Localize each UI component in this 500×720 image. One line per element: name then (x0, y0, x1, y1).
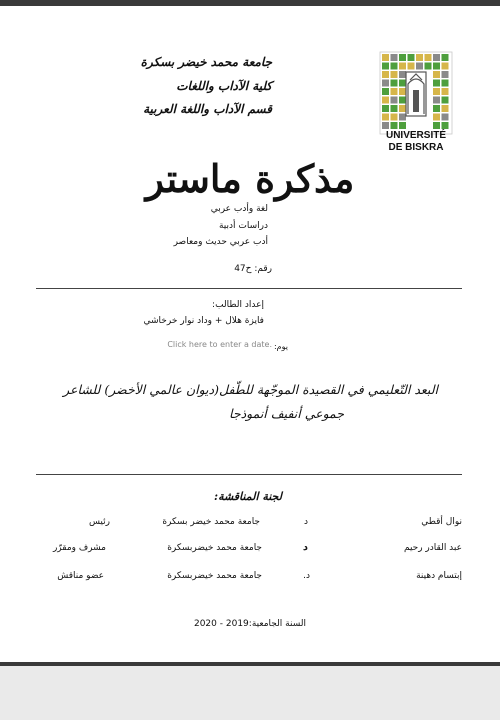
thesis-title-line1: البعد التّعليمي في القصيدة الموجّهة للطّفل(ديوان عالمي الأخضر) للشاعر (63, 382, 438, 397)
logo-mosaic-tile (382, 71, 389, 78)
jury-member-name: عبد القادر رحيم (403, 543, 462, 553)
specialization-name: أدب عربي حديث ومعاصر (173, 237, 268, 247)
student-names: فايزة هلال + وداد نوار خرخاشي (143, 316, 264, 326)
logo-mosaic-tile (399, 88, 406, 95)
logo-mosaic-tile (433, 105, 440, 112)
logo-mosaic-tile (433, 63, 440, 70)
logo-mosaic-tile (382, 54, 389, 61)
jury-member-role: عضو مناقش (57, 571, 104, 581)
divider-top (36, 288, 462, 289)
jury-member-institution: جامعة محمد خيضر بسكرة (162, 517, 260, 527)
faculty-name: كلية الآداب واللغات (176, 79, 272, 93)
logo-mosaic-tile (433, 71, 440, 78)
jury-member-institution: جامعة محمد خيضربسكرة (167, 543, 262, 553)
logo-mosaic-tile (399, 63, 406, 70)
logo-mosaic-tile (433, 80, 440, 87)
department-name: قسم الآداب واللغة العربية (143, 102, 272, 116)
thesis-title-line2: جموعي أنفيف أنموذجا (229, 406, 344, 421)
logo-mosaic-tile (391, 54, 398, 61)
logo-mosaic-tile (391, 114, 398, 121)
field-name: لغة وأدب عربي (210, 204, 268, 214)
logo-mosaic-tile (391, 80, 398, 87)
track-name: دراسات أدبية (218, 221, 268, 231)
logo-mosaic-tile (399, 105, 406, 112)
logo-mosaic-tile (382, 114, 389, 121)
logo-mosaic-tile (399, 114, 406, 121)
logo-mosaic-tile (416, 63, 423, 70)
jury-member-grade: د (303, 517, 308, 527)
jury-member-institution: جامعة محمد خيضربسكرة (167, 571, 262, 581)
logo-mosaic-tile (391, 63, 398, 70)
logo-mosaic-tile (433, 114, 440, 121)
logo-mosaic-tile (382, 63, 389, 70)
logo-mosaic-tile (408, 54, 415, 61)
logo-mosaic-tile (391, 122, 398, 129)
document-title: مذكرة ماستر (145, 156, 355, 201)
divider-bottom (36, 474, 462, 475)
logo-mosaic-tile (442, 88, 449, 95)
logo-mosaic-tile (391, 97, 398, 104)
logo-mosaic-tile (442, 105, 449, 112)
logo-text-line1: UNIVERSITÉ (385, 130, 446, 141)
logo-mosaic-tile (391, 88, 398, 95)
jury-member-role: مشرف ومقرّر (52, 543, 106, 553)
logo-mosaic-tile (399, 80, 406, 87)
date-picker-field[interactable]: Click here to enter a date. (167, 340, 272, 349)
logo-mosaic-tile (399, 122, 406, 129)
logo-mosaic-tile (391, 105, 398, 112)
logo-mosaic-tile (433, 122, 440, 129)
jury-member-name: إبتسام دهينة (416, 571, 462, 581)
logo-mosaic-tile (399, 54, 406, 61)
logo-mosaic-tile (442, 97, 449, 104)
logo-mosaic-tile (442, 71, 449, 78)
jury-member-role: رئيس (88, 517, 110, 527)
logo-mosaic-tile (382, 105, 389, 112)
jury-title: لجنة المناقشة: (214, 490, 282, 503)
logo-mosaic-tile (442, 63, 449, 70)
jury-member-grade: د (302, 542, 308, 553)
logo-mosaic-tile (382, 122, 389, 129)
academic-year: السنة الجامعية:2019 - 2020 (193, 619, 306, 629)
logo-mosaic-tile (433, 54, 440, 61)
student-label: إعداد الطالب: (212, 300, 264, 310)
logo-mosaic-tile (408, 63, 415, 70)
logo-mosaic-tile (399, 97, 406, 104)
logo-mosaic-tile (442, 80, 449, 87)
logo-mosaic-tile (382, 80, 389, 87)
logo-mosaic-tile (433, 88, 440, 95)
logo-text-line2: DE BISKRA (388, 142, 444, 153)
logo-mosaic-tile (382, 97, 389, 104)
date-label: يوم: (273, 342, 288, 351)
logo-mosaic-tile (442, 114, 449, 121)
logo-mosaic-tile (433, 97, 440, 104)
logo-mosaic-tile (425, 54, 432, 61)
jury-member-name: نوال أقطي (421, 517, 462, 527)
logo-mosaic-tile (382, 88, 389, 95)
window-bottom-border (0, 662, 500, 666)
document-page (0, 6, 500, 662)
logo-mosaic-tile (416, 54, 423, 61)
logo-mosaic-tile (442, 54, 449, 61)
logo-mosaic-tile (425, 63, 432, 70)
window-bottom-area (0, 662, 500, 720)
document-number: رقم: ح47 (234, 264, 272, 274)
logo-mosaic-tile (391, 71, 398, 78)
biskra-logo-icon (376, 50, 456, 136)
university-name: جامعة محمد خيضر بسكرة (140, 55, 272, 69)
logo-mosaic-tile (442, 122, 449, 129)
jury-member-grade: د. (303, 571, 310, 581)
logo-mosaic-tile (399, 71, 406, 78)
